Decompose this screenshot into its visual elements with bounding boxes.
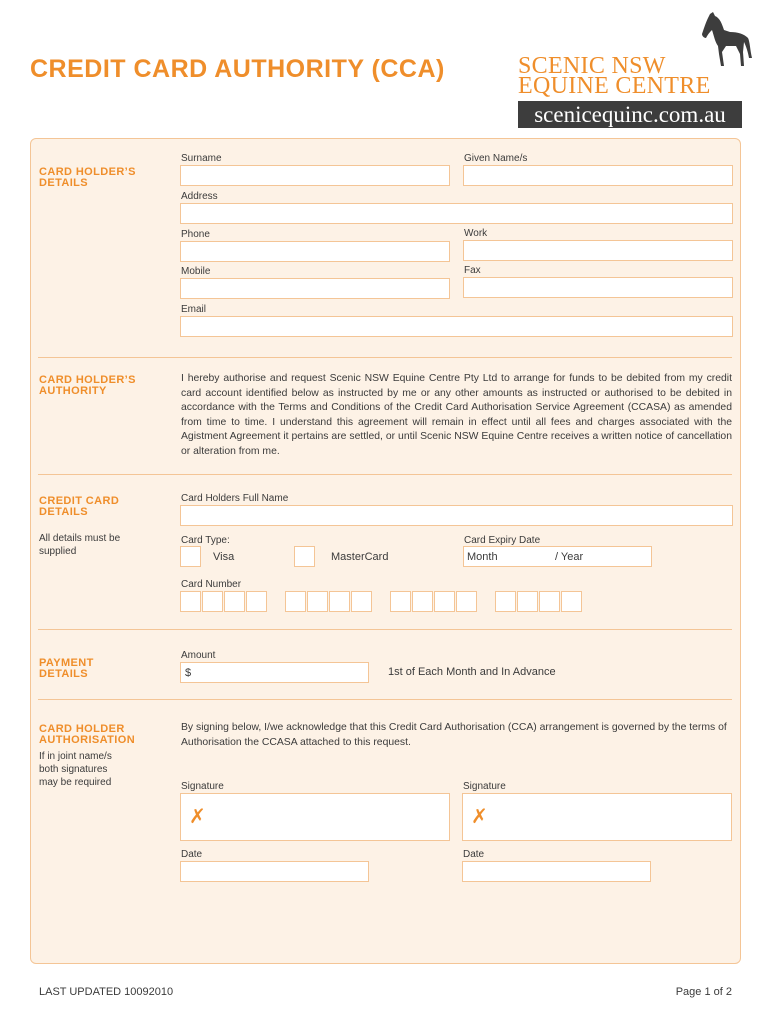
work-input[interactable] [463,240,733,261]
visa-checkbox[interactable] [180,546,201,567]
address-input[interactable] [180,203,733,224]
divider [38,629,732,630]
date-label: Date [181,849,203,860]
expiry-year-label: / Year [555,551,584,563]
fax-label: Fax [464,265,481,276]
signature-box-2[interactable] [462,793,732,841]
credit-card-note-1: All details must be [39,533,121,544]
card-number-digit[interactable] [517,591,538,612]
date-input-1[interactable] [180,861,369,882]
email-input[interactable] [180,316,733,337]
logo [518,12,754,128]
card-number-digit[interactable] [456,591,477,612]
signature-label: Signature [463,781,506,792]
section-title-payment-details-2: DETAILS [39,668,89,680]
mobile-input[interactable] [180,278,450,299]
amount-input[interactable] [180,662,369,683]
logo-line-2: EQUINE CENTRE [518,73,711,99]
card-number-digit[interactable] [224,591,245,612]
signature-label: Signature [181,781,224,792]
horse-icon [680,12,752,68]
card-number-digit[interactable] [180,591,201,612]
mastercard-label: MasterCard [331,551,389,563]
sign-here-icon: ✗ [189,806,206,828]
card-number-digit[interactable] [434,591,455,612]
card-number-digit[interactable] [495,591,516,612]
divider [38,699,732,700]
surname-input[interactable] [180,165,450,186]
phone-input[interactable] [180,241,450,262]
work-label: Work [464,228,488,239]
divider [38,357,732,358]
section-title-credit-card-details-2: DETAILS [39,506,89,518]
card-number-digit[interactable] [202,591,223,612]
full-name-label: Card Holders Full Name [181,493,289,504]
section-title-payment-details: PAYMENT [39,657,94,669]
given-names-label: Given Name/s [464,153,528,164]
authorisation-note-1: If in joint name/s [39,751,112,762]
card-number-digit[interactable] [561,591,582,612]
signature-box-1[interactable] [180,793,450,841]
card-type-label: Card Type: [181,535,230,546]
currency-symbol: $ [185,667,192,679]
address-label: Address [181,191,218,202]
full-name-input[interactable] [180,505,733,526]
date-input-2[interactable] [462,861,651,882]
section-title-authorisation-2: AUTHORISATION [39,734,136,746]
page-title: CREDIT CARD AUTHORITY (CCA) [30,55,445,83]
mastercard-checkbox[interactable] [294,546,315,567]
logo-url: scenicequinc.com.au [518,101,742,128]
credit-card-note-2: supplied [39,546,77,557]
amount-label: Amount [181,650,216,661]
card-number-digit[interactable] [246,591,267,612]
section-title-credit-card-details: CREDIT CARD [39,495,120,507]
payment-schedule: 1st of Each Month and In Advance [388,666,556,678]
section-title-card-holder-authority-2: AUTHORITY [39,385,107,397]
page-number: Page 1 of 2 [675,986,732,998]
authority-text: I hereby authorise and request Scenic NSW Equine Centre Pty Ltd to arrange for funds to be debited from my credit card account identified below as instructed by me or any other amounts as instructed or authorised to be debited in accordance with the Terms and Conditions of the Credit Card Authorisation Service Agreement (CCASA) as amended from time to time. I understand this agreement will remain in effect until all fees and charges associated with the Agistment Agreement it pertains are settled, or until Scenic NSW Equine Centre receives a written notice of cancellation or alteration from me. [181,373,732,457]
section-title-card-holder-authority: CARD HOLDER’S [39,374,136,386]
card-number-digit[interactable] [390,591,411,612]
expiry-label: Card Expiry Date [464,535,541,546]
card-number-digit[interactable] [329,591,350,612]
mobile-label: Mobile [181,266,211,277]
phone-label: Phone [181,229,210,240]
last-updated: LAST UPDATED 10092010 [39,986,174,998]
section-title-card-holder-details-2: DETAILS [39,177,89,189]
email-label: Email [181,304,207,315]
authorisation-note-3: may be required [39,777,112,788]
authorisation-text: By signing below, I/we acknowledge that this Credit Card Authorisation (CCA) arrangement is governed by the terms of Authorisation the CCASA attached to this request. [181,722,727,748]
expiry-month-label: Month [467,551,498,563]
date-label: Date [463,849,485,860]
sign-here-icon: ✗ [471,806,488,828]
card-number-digit[interactable] [539,591,560,612]
authorisation-note-2: both signatures [39,764,108,775]
card-number-digit[interactable] [351,591,372,612]
divider [38,474,732,475]
fax-input[interactable] [463,277,733,298]
given-names-input[interactable] [463,165,733,186]
card-number-digit[interactable] [412,591,433,612]
card-number-digit[interactable] [285,591,306,612]
card-number-digit[interactable] [307,591,328,612]
visa-label: Visa [213,551,235,563]
section-title-card-holder-details: CARD HOLDER’S [39,166,136,178]
card-number-label: Card Number [181,579,242,590]
surname-label: Surname [181,153,222,164]
logo-line-1: SCENIC NSW [518,53,666,79]
section-title-authorisation: CARD HOLDER [39,723,125,735]
